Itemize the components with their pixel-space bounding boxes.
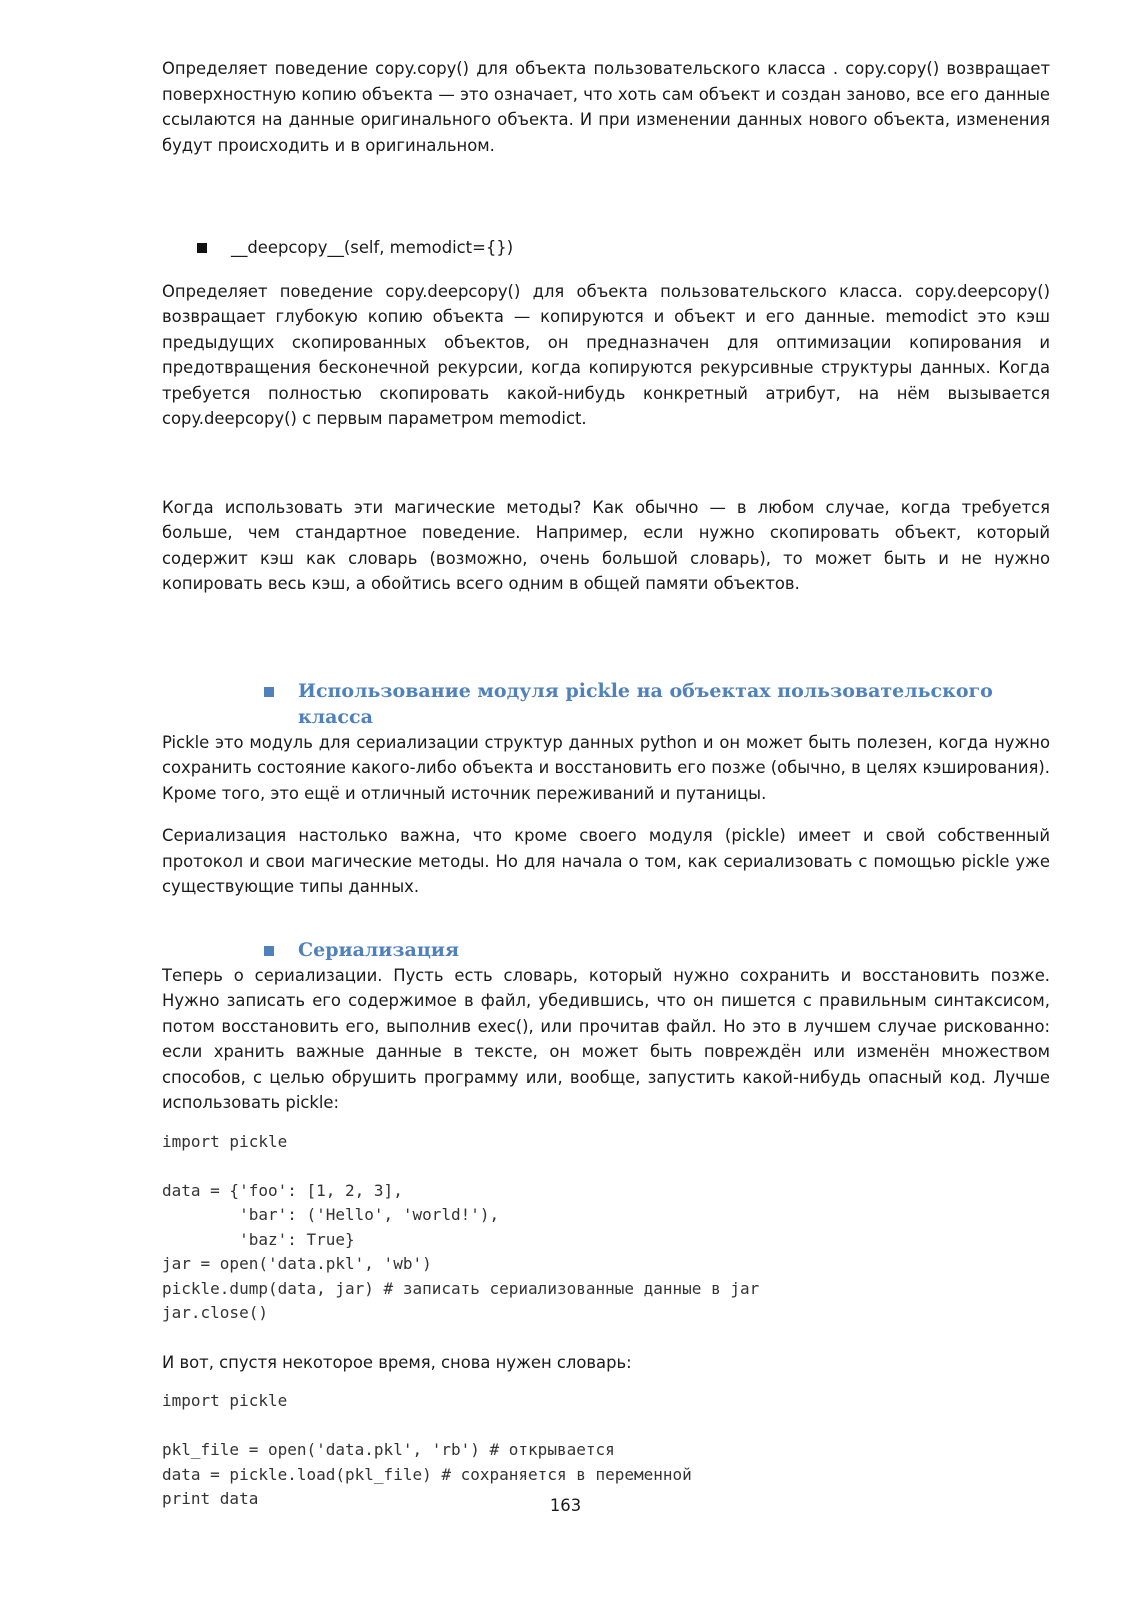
bullet-square-icon [197, 243, 207, 253]
paragraph-pickle-intro: Pickle это модуль для сериализации структур данных python и он может быть полезен, когда нужно сохранить состояние какого-либо объекта и восстановить его позже (обычно, в целях кэширования). Кроме того, это ещё и отличный источник переживаний и путаницы. [162, 732, 1050, 803]
paragraph-when-to-use: Когда использовать эти магические методы? Как обычно — в любом случае, когда требуется больше, чем стандартное поведение. Например, если нужно скопировать объект, который содержит кэш как словарь (возможно, очень большой словарь), то может быть и не нужно копировать весь кэш, а обойтись всего одним в общей памяти объектов. [162, 497, 1050, 593]
page-number: 163 [549, 1496, 582, 1515]
heading-pickle-text: Использование модуля pickle на объектах пользовательского класса [298, 679, 993, 728]
heading-square-icon [264, 687, 274, 697]
document-page [162, 56, 1050, 1512]
paragraph-later: И вот, спустя некоторое время, снова нужен словарь: [162, 1352, 632, 1372]
bullet-deepcopy [162, 235, 1050, 261]
heading-serialization [162, 937, 1050, 963]
code-block-dump: import pickle data = {'foo': [1, 2, 3], 'bar': ('Hello', 'world!'), 'baz': True} jar = open('data.pkl', 'wb') pickle.dump(data, jar) # записать сериализованные данные в jar jar.close() [162, 1131, 760, 1322]
paragraph-copy: Определяет поведение copy.copy() для объекта пользовательского класса . copy.copy() возвращает поверхностную копию объекта — это означает, что хоть сам объект и создан заново, все его данные ссылаются на данные оригинального объекта. И при изменении данных нового объекта, изменения будут происходить и в оригинальном. [162, 59, 1050, 155]
code-block-load: import pickle pkl_file = open('data.pkl', 'rb') # открывается data = pickle.load(pkl_file) # сохраняется в переменной print data [162, 1391, 692, 1508]
bullet-deepcopy-text: __deepcopy__(self, memodict={}) [231, 238, 514, 257]
heading-square-icon [264, 946, 274, 956]
paragraph-serialization: Теперь о сериализации. Пусть есть словарь, который нужно сохранить и восстановить позже. Нужно записать его содержимое в файл, убедившись, что он пишется с правильным синтаксисом, потом восстановить его, выполнив exec(), или прочитав файл. Но это в лучшем случае рискованно: если хранить важные данные в тексте, он может быть повреждён или изменён множеством способов, с целью обрушить программу или, вообще, запустить какой-нибудь опасный код. Лучше использовать pickle: [162, 965, 1050, 1112]
paragraph-serialization-importance: Сериализация настолько важна, что кроме своего модуля (pickle) имеет и свой собственный протокол и свои магические методы. Но для начала о том, как сериализовать с помощью pickle уже существующие типы данных. [162, 826, 1050, 896]
heading-serialization-text: Сериализация [298, 938, 459, 961]
paragraph-deepcopy: Определяет поведение copy.deepcopy() для объекта пользовательского класса. copy.deepcopy() возвращает глубокую копию объекта — копируются и объект и его данные. memodict это кэш предыдущих скопированных объектов, он предназначен для оптимизации копирования и предотвращения бесконечной рекурсии, когда копируются рекурсивные структуры данных. Когда требуется полностью скопировать какой-нибудь конкретный атрибут, на нём вызывается copy.deepcopy() с первым параметром memodict. [162, 281, 1050, 428]
heading-pickle [162, 678, 1050, 730]
